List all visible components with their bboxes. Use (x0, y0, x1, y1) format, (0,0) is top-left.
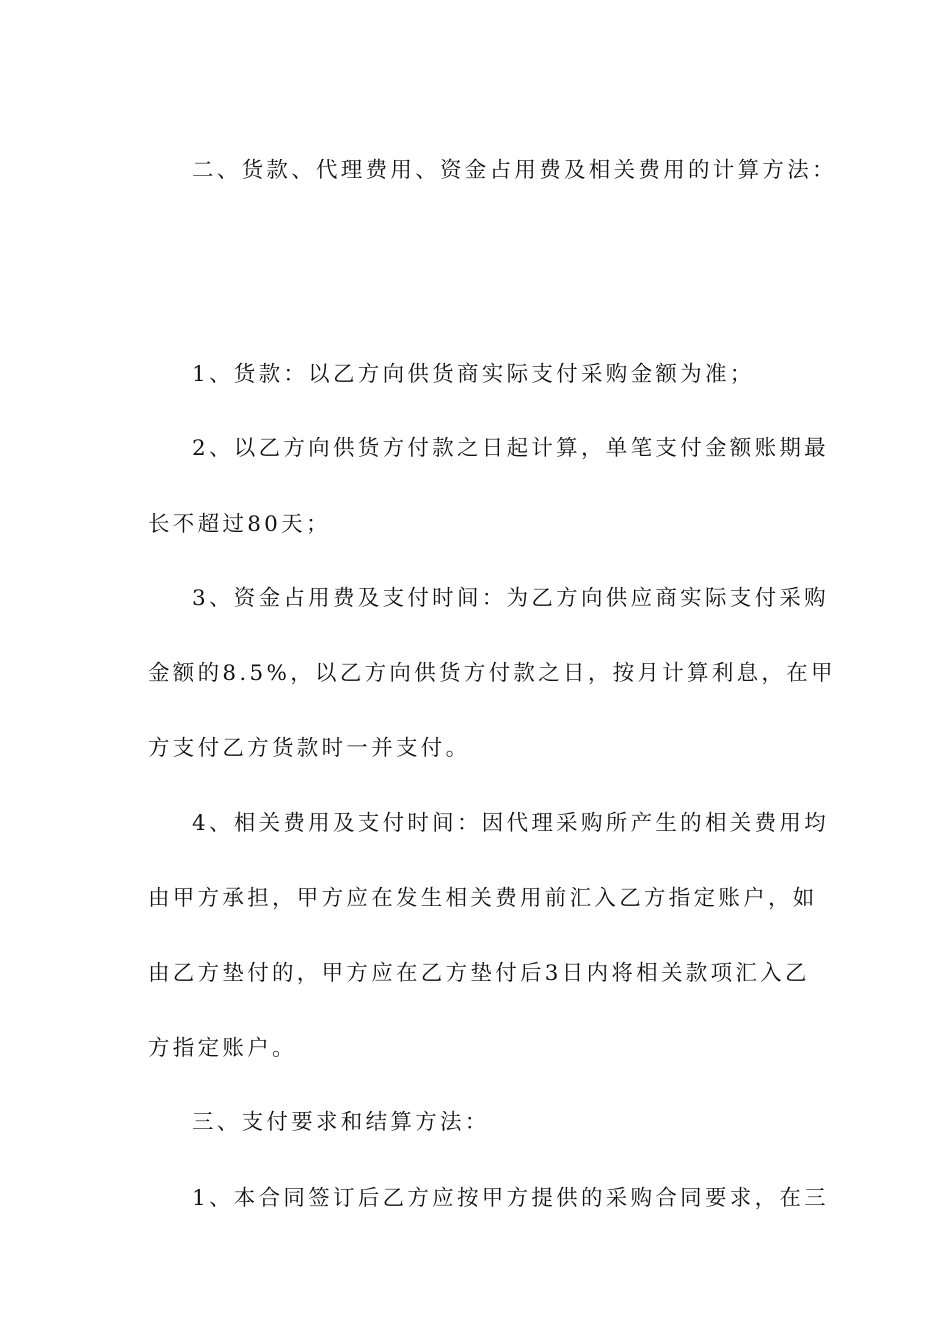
section-heading-2: 二、货款、代理费用、资金占用费及相关费用的计算方法： (192, 158, 837, 183)
section-heading-3: 三、支付要求和结算方法： (192, 1110, 490, 1135)
paragraph-line: 方指定账户。 (148, 1036, 297, 1061)
paragraph-line: 1、货款：以乙方向供货商实际支付采购金额为准； (192, 362, 755, 387)
paragraph-line: 3、资金占用费及支付时间：为乙方向供应商实际支付采购 (192, 586, 829, 611)
paragraph-line: 2、以乙方向供货方付款之日起计算，单笔支付金额账期最 (192, 436, 829, 461)
paragraph-line: 长不超过80天； (148, 512, 331, 537)
paragraph-line: 由乙方垫付的，甲方应在乙方垫付后3日内将相关款项汇入乙 (148, 961, 810, 986)
paragraph-line: 方支付乙方货款时一并支付。 (148, 736, 471, 761)
paragraph-line: 由甲方承担，甲方应在发生相关费用前汇入乙方指定账户，如 (148, 886, 818, 911)
paragraph-line: 1、本合同签订后乙方应按甲方提供的采购合同要求，在三 (192, 1186, 829, 1211)
paragraph-line: 金额的8.5%，以乙方向供货方付款之日，按月计算利息，在甲 (148, 661, 836, 686)
paragraph-line: 4、相关费用及支付时间：因代理采购所产生的相关费用均 (192, 811, 829, 836)
